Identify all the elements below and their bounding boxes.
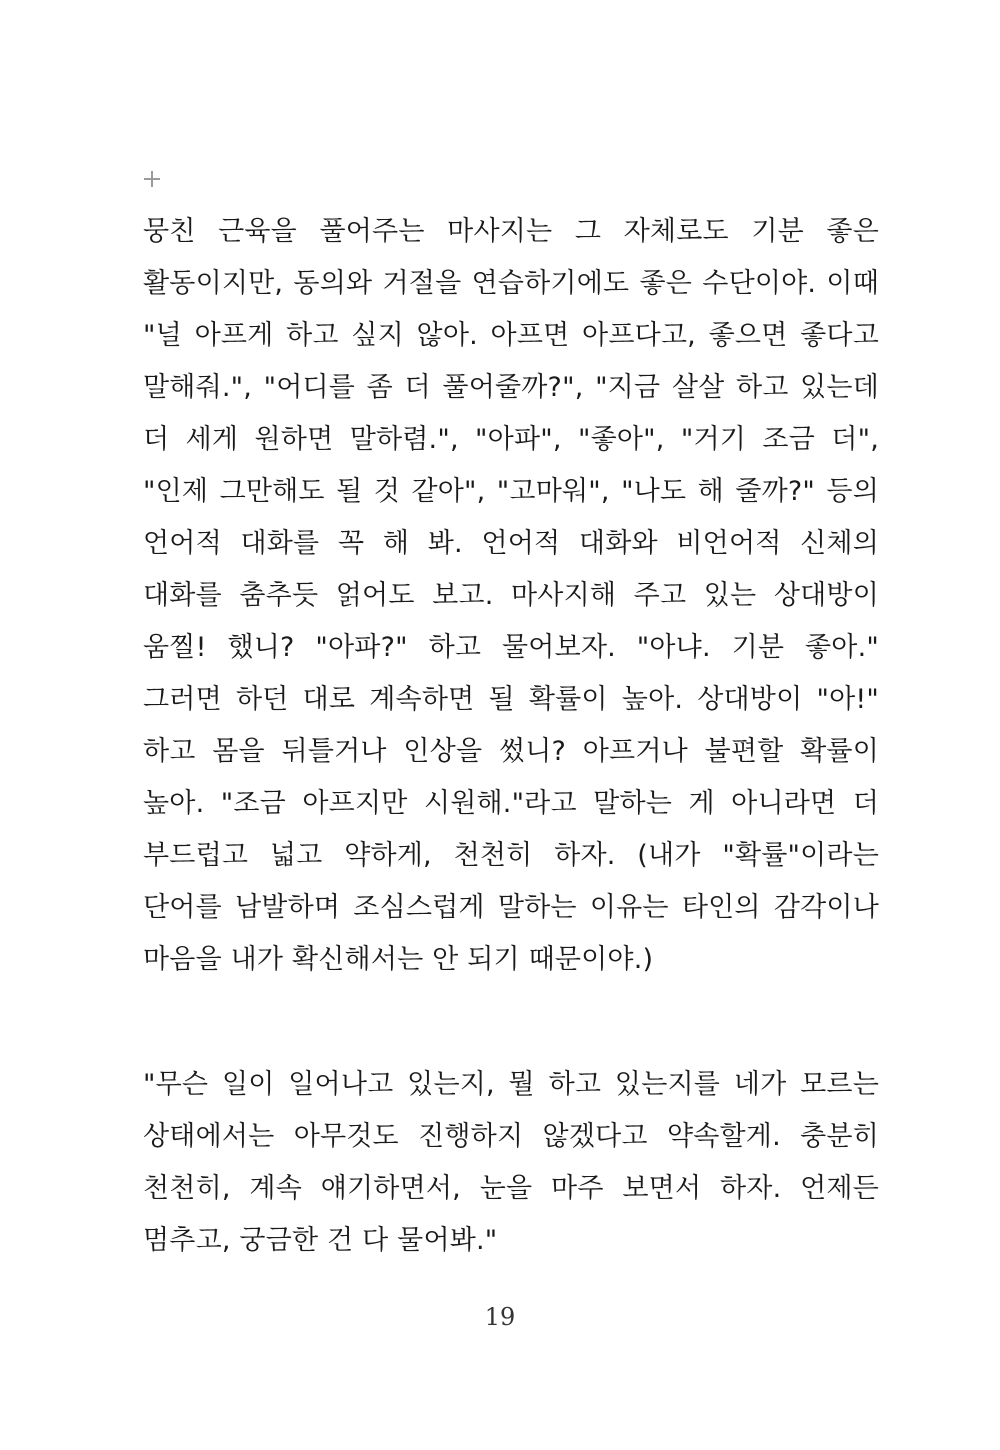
quote-paragraph: "무슨 일이 일어나고 있는지, 뭘 하고 있는지를 네가 모르는 상태에서는 아무것도 진행하지 않겠다고 약속할게. 충분히 천천히, 계속 얘기하면서, 눈을 마주 보면서 하자. 언제든 멈추고, 궁금한 건 다 물어봐." [143, 1069, 879, 1256]
body-paragraph: 뭉친 근육을 풀어주는 마사지는 그 자체로도 기분 좋은 활동이지만, 동의와 거절을 연습하기에도 좋은 수단이야. 이때 "널 아프게 하고 싶지 않아. 아프면 아프다고, 좋으면 좋다고 말해줘.", "어디를 좀 더 풀어줄까?", "지금 살살 하고 있는데 더 세게 원하면 말하렴.", "아파", "좋아", "거기 조금 더", "인제 그만해도 될 것 같아", "고마워", "나도 해 줄까?" 등의 언어적 대화를 꼭 해 봐. 언어적 대화와 비언어적 신체의 대화를 춤추듯 얽어도 보고. 마사지해 주고 있는 상대방이 움찔! 했니? "아파?" 하고 물어보자. "아냐. 기분 좋아." 그러면 하던 대로 계속하면 될 확률이 높아. 상대방이 "아!" 하고 몸을 뒤틀거나 인상을 썼니? 아프거나 불편할 확률이 높아. "조금 아프지만 시원해."라고 말하는 게 아니라면 더 부드럽고 넓고 약하게, 천천히 하자. (내가 "확률"이라는 단어를 남발하며 조심스럽게 말하는 이유는 타인의 감각이나 마음을 내가 확신해서는 안 되기 때문이야.) [143, 216, 879, 975]
page-number: 19 [484, 1303, 516, 1331]
plus-icon [143, 170, 161, 188]
